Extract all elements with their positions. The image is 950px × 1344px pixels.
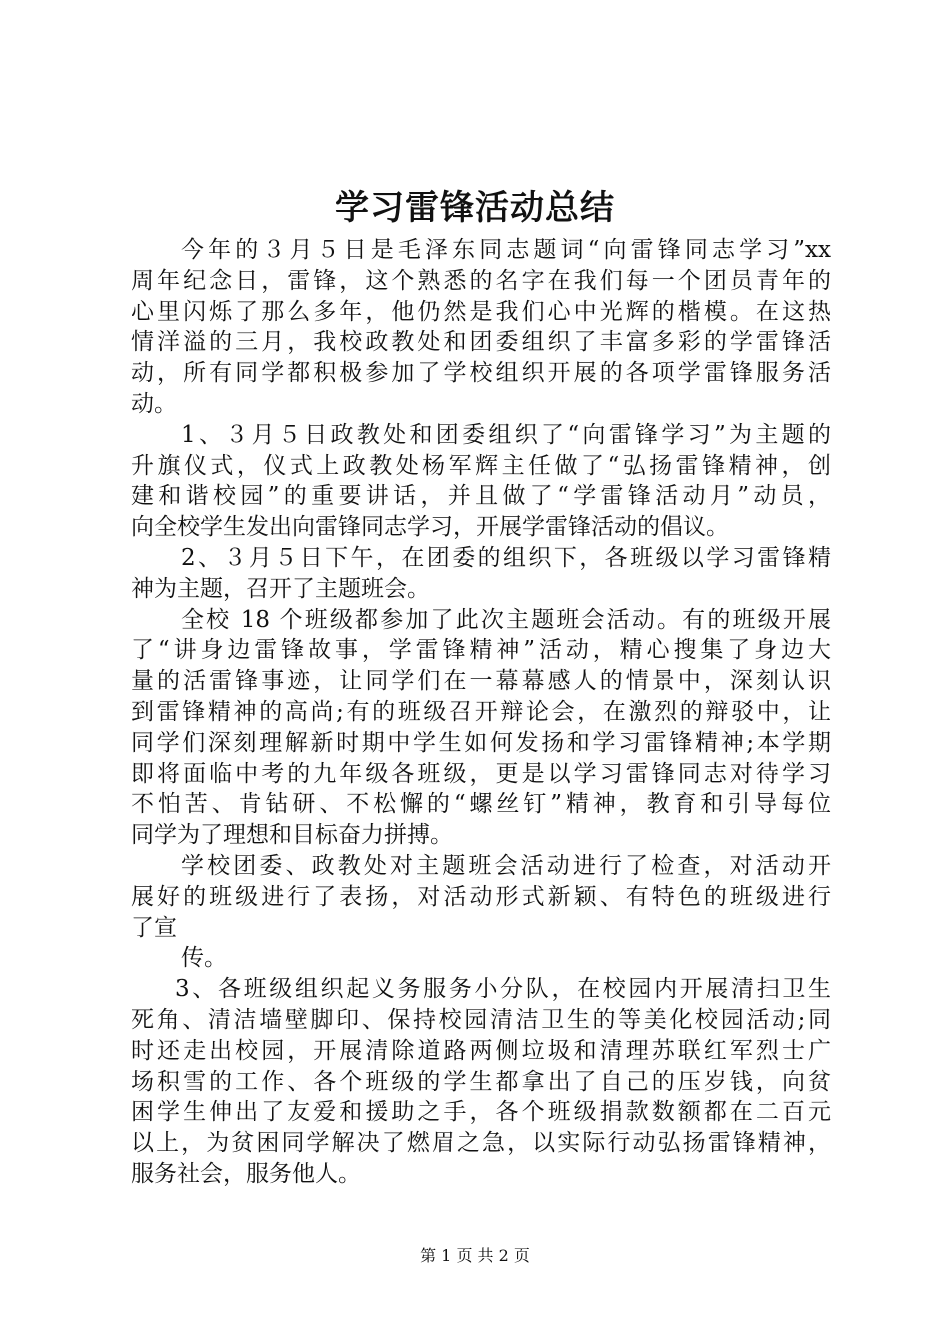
text-line: 时还走出校园，开展清除道路两侧垃圾和清理苏联红军烈士广 — [131, 1037, 831, 1064]
text-line: 即将面临中考的九年级各班级，更是以学习雷锋同志对待学习 — [131, 760, 831, 787]
text-line: 动。 — [131, 390, 177, 417]
text-line: 今年的３月５日是毛泽东同志题词“向雷锋同志学习”xx — [181, 237, 831, 263]
text-line: 死角、清洁墙壁脚印、保持校园清洁卫生的等美化校园活动;同 — [131, 1006, 831, 1033]
document-body — [131, 235, 831, 1190]
text-line: 量的活雷锋事迹，让同学们在一幕幕感人的情景中，深刻认识 — [131, 668, 831, 695]
text-line: 动，所有同学都积极参加了学校组织开展的各项学雷锋服务活 — [131, 360, 831, 387]
text-line: 周年纪念日，雷锋，这个熟悉的名字在我们每一个团员青年的 — [131, 267, 831, 294]
text-line: 全校 18 个班级都参加了此次主题班会活动。有的班级开展 — [181, 606, 831, 633]
page-footer: 第 1 页 共 2 页 — [420, 1246, 530, 1265]
text-line: 以上，为贫困同学解决了燃眉之急，以实际行动弘扬雷锋精神， — [131, 1130, 831, 1157]
text-line: 困学生伸出了友爱和援助之手，各个班级捐款数额都在二百元 — [131, 1099, 831, 1126]
text-line: 向全校学生发出向雷锋同志学习，开展学雷锋活动的倡议。 — [131, 514, 729, 541]
text-line: 到雷锋精神的高尚;有的班级召开辩论会，在激烈的辩驳中，让 — [131, 698, 831, 725]
text-line: 场积雪的工作、各个班级的学生都拿出了自己的压岁钱，向贫 — [131, 1068, 831, 1095]
text-line: 心里闪烁了那么多年，他仍然是我们心中光辉的楷模。在这热 — [131, 298, 831, 325]
text-line: 了宣 — [131, 914, 177, 941]
text-line: 同学为了理想和目标奋力拼搏。 — [131, 822, 453, 849]
text-line: 学校团委、政教处对主题班会活动进行了检查，对活动开 — [181, 852, 831, 879]
text-line: 升旗仪式，仪式上政教处杨军辉主任做了“弘扬雷锋精神，创 — [131, 452, 831, 479]
text-line: 3、各班级组织起义务服务小分队，在校园内开展清扫卫生 — [175, 976, 831, 1003]
text-line: 2、３月５日下午，在团委的组织下，各班级以学习雷锋精 — [181, 544, 831, 571]
text-line: 了“讲身边雷锋故事，学雷锋精神”活动，精心搜集了身边大 — [131, 637, 831, 664]
text-line: 建和谐校园”的重要讲话，并且做了“学雷锋活动月”动员， — [131, 483, 831, 510]
text-line: 神为主题，召开了主题班会。 — [131, 575, 430, 602]
text-line: 不怕苦、肯钻研、不松懈的“螺丝钉”精神，教育和引导每位 — [131, 791, 831, 818]
text-line: 同学们深刻理解新时期中学生如何发扬和学习雷锋精神;本学期 — [131, 729, 831, 756]
text-line: 传。 — [181, 945, 227, 972]
text-line: 服务社会，服务他人。 — [131, 1160, 361, 1187]
text-line: 1、３月５日政教处和团委组织了“向雷锋学习”为主题的 — [181, 421, 831, 448]
text-line: 情洋溢的三月，我校政教处和团委组织了丰富多彩的学雷锋活 — [131, 329, 831, 356]
document-title: 学习雷锋活动总结 — [335, 188, 615, 228]
text-line: 展好的班级进行了表扬，对活动形式新颖、有特色的班级进行 — [131, 883, 831, 910]
